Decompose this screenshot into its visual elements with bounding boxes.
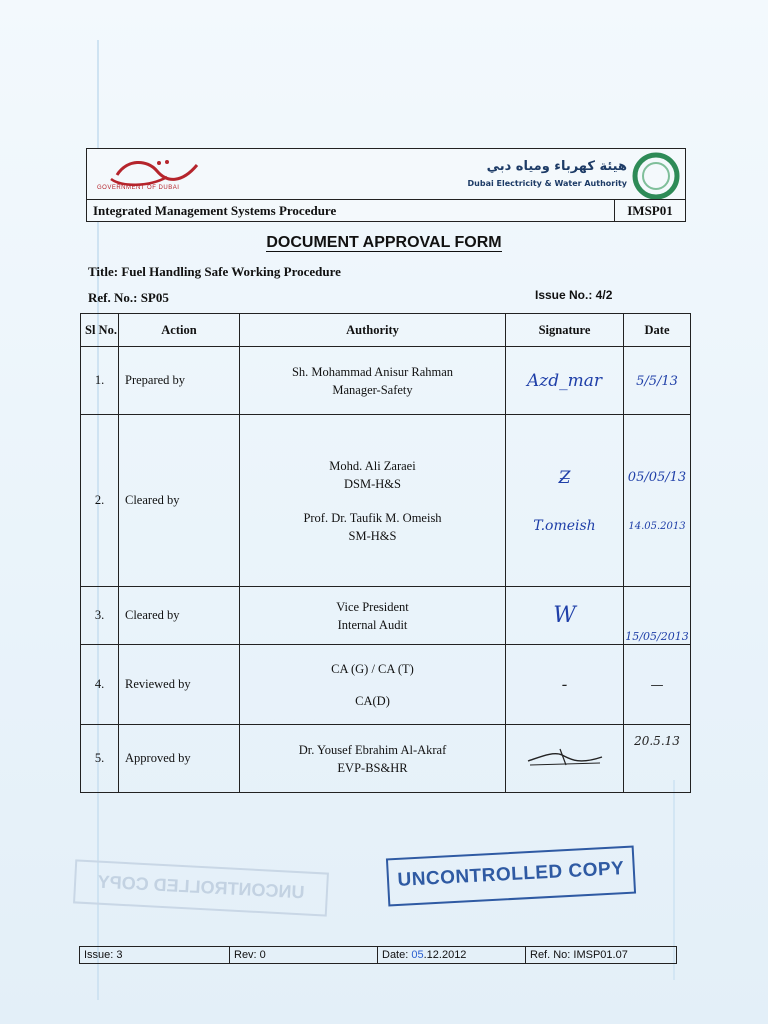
document-footer bbox=[79, 946, 677, 964]
header-title-bar bbox=[87, 199, 685, 222]
handwritten-signature: Z̶ bbox=[558, 467, 571, 488]
row-signature bbox=[506, 415, 624, 587]
row-number: 2. bbox=[81, 415, 119, 587]
dewa-logo bbox=[631, 151, 681, 201]
row-authority: Mohd. Ali Zaraei DSM-H&S Prof. Dr. Taufik M. Omeish SM-H&S bbox=[240, 415, 506, 587]
handwritten-date: 15/05/2013 bbox=[625, 630, 689, 643]
column-header-action: Action bbox=[119, 314, 240, 347]
row-date bbox=[624, 415, 691, 587]
handwritten-date: 14.05.2013 bbox=[628, 520, 686, 532]
footer-date: Date: 05.12.2012 bbox=[378, 947, 526, 963]
handwritten-signature: Azd_mar bbox=[527, 370, 602, 391]
row-date bbox=[624, 587, 691, 645]
handwritten-signature bbox=[520, 743, 610, 769]
row-date bbox=[624, 645, 691, 725]
column-header-sl: Sl No. bbox=[81, 314, 119, 347]
row-number: 5. bbox=[81, 725, 119, 793]
row-authority: CA (G) / CA (T) CA(D) bbox=[240, 645, 506, 725]
footer-reference: Ref. No: IMSP01.07 bbox=[530, 949, 628, 961]
approval-table bbox=[80, 313, 691, 793]
row-signature bbox=[506, 347, 624, 415]
uncontrolled-copy-stamp-ghost: UNCONTROLLED COPY bbox=[73, 859, 329, 916]
row-signature bbox=[506, 645, 624, 725]
row-action: Cleared by bbox=[119, 587, 240, 645]
gov-logo-text: GOVERNMENT OF DUBAI bbox=[97, 185, 180, 191]
handwritten-signature: W bbox=[553, 603, 576, 628]
handwritten-signature: - bbox=[561, 674, 568, 695]
row-date bbox=[624, 725, 691, 793]
row-number: 4. bbox=[81, 645, 119, 725]
row-number: 3. bbox=[81, 587, 119, 645]
table-row bbox=[81, 587, 691, 645]
dewa-arabic-name: هيئة كهرباء ومياه دبي bbox=[486, 159, 627, 174]
table-header-row bbox=[81, 314, 691, 347]
handwritten-date: 05/05/13 bbox=[627, 469, 687, 485]
row-signature bbox=[506, 725, 624, 793]
row-authority: Sh. Mohammad Anisur Rahman Manager-Safety bbox=[240, 347, 506, 415]
footer-issue: Issue: 3 bbox=[80, 947, 230, 963]
table-row bbox=[81, 415, 691, 587]
footer-revision: Rev: 0 bbox=[230, 947, 378, 963]
row-signature bbox=[506, 587, 624, 645]
table-row bbox=[81, 347, 691, 415]
row-action: Reviewed by bbox=[119, 645, 240, 725]
table-row bbox=[81, 725, 691, 793]
reference-number: Ref. No.: SP05 bbox=[88, 290, 169, 305]
row-action: Cleared by bbox=[119, 415, 240, 587]
row-date bbox=[624, 347, 691, 415]
document-header bbox=[86, 148, 686, 222]
column-header-date: Date bbox=[624, 314, 691, 347]
uncontrolled-copy-stamp: UNCONTROLLED COPY bbox=[386, 846, 636, 907]
procedure-code: IMSP01 bbox=[614, 200, 685, 222]
issue-number: Issue No.: 4/2 bbox=[535, 288, 613, 302]
row-number: 1. bbox=[81, 347, 119, 415]
handwritten-date: 5/5/13 bbox=[636, 373, 678, 389]
table-row bbox=[81, 645, 691, 725]
column-header-signature: Signature bbox=[506, 314, 624, 347]
handwritten-signature: T.omeish bbox=[533, 517, 596, 534]
dewa-english-name: Dubai Electricity & Water Authority bbox=[467, 179, 627, 188]
row-action: Approved by bbox=[119, 725, 240, 793]
column-header-authority: Authority bbox=[240, 314, 506, 347]
handwritten-date: 20.5.13 bbox=[634, 734, 680, 748]
handwritten-date: — bbox=[650, 677, 664, 693]
procedure-title: Integrated Management Systems Procedure bbox=[93, 203, 337, 218]
row-authority: Dr. Yousef Ebrahim Al-Akraf EVP-BS&HR bbox=[240, 725, 506, 793]
form-heading: DOCUMENT APPROVAL FORM bbox=[266, 234, 502, 251]
row-action: Prepared by bbox=[119, 347, 240, 415]
row-authority: Vice President Internal Audit bbox=[240, 587, 506, 645]
document-title: Title: Fuel Handling Safe Working Procedure bbox=[88, 264, 341, 279]
